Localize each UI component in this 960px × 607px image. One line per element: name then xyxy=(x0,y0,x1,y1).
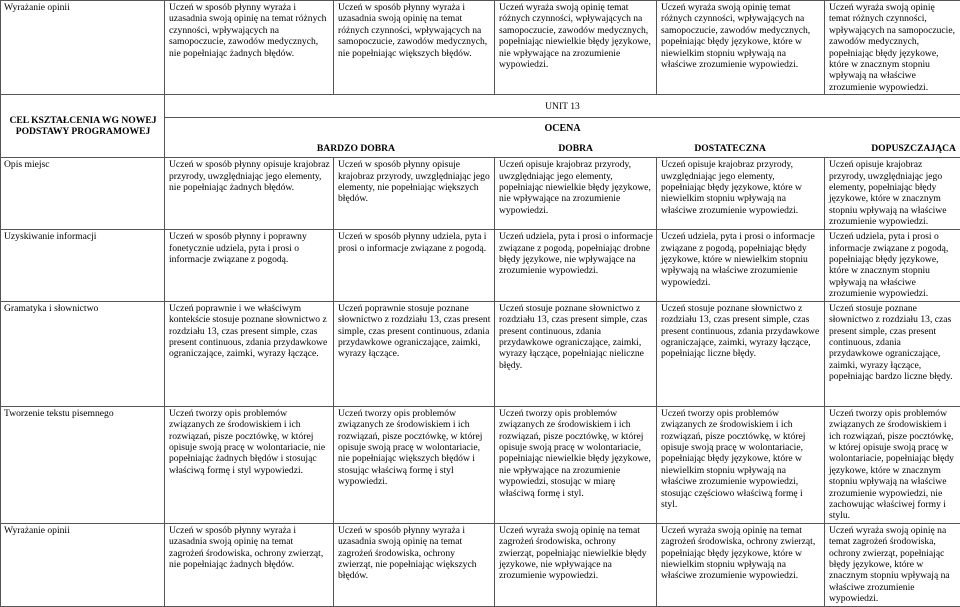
criteria-cell: Uczeń udziela, pyta i prosi o informacje związane z pogodą, popełniając drobne błędy językowe, nie wpływające na zrozumienie wypowiedzi. xyxy=(495,230,657,301)
criteria-cell: Uczeń wyraża swoją opinię na temat zagrożeń środowiska, ochrony zwierząt, popełniając niewielkie błędy językowe, nie wpływające na zrozumienie wypowiedzi. xyxy=(495,523,657,606)
criteria-cell: Uczeń stosuje poznane słownictwo z rozdziału 13, czas present simple, czas present continuous, zdania przydawkowe ograniczające, zaimki, wyrazy łączące, popełniając nieliczne błędy. xyxy=(495,301,657,406)
criteria-cell: Uczeń w sposób płynny wyraża i uzasadnia swoją opinię na temat zagrożeń środowiska, ochrony zwierząt, nie popełniając większych błędów. xyxy=(334,523,495,606)
criteria-cell: Uczeń tworzy opis problemów związanych ze środowiskiem i ich rozwiązań, pisze pocztówkę, w której opisuje swoją pracę w wolontariacie, popełniając błędy językowe, które w znacznym stopniu wpływają na właściwe zrozumienie wypowiedzi, nie zachowując właściwej formy i stylu. xyxy=(825,406,960,523)
criteria-cell: Uczeń wyraża swoją opinię temat różnych czynności, wpływających na samopoczucie, zawodów medycznych, popełniając błędy językowe, które w niewielkim stopniu wpływają na właściwe zrozumienie wypowiedzi. xyxy=(657,1,825,95)
criteria-cell: Uczeń w sposób płynny i poprawny fonetycznie udziela, pyta i prosi o informacje związane z pogodą. xyxy=(165,230,334,301)
criteria-row xyxy=(1,406,960,523)
grades-bar xyxy=(165,140,960,158)
criteria-cell: Uczeń w sposób płynny opisuje krajobraz przyrody, uwzględniając jego elementy, nie popełniając żadnych błędów. xyxy=(165,158,334,230)
criteria-cell: Uczeń tworzy opis problemów związanych ze środowiskiem i ich rozwiązań, pisze pocztówkę, w której opisuje swoją pracę w wolontariacie, nie popełniając żadnych błędów i stosując właściwą formę i styl wypowiedzi. xyxy=(165,406,334,523)
criteria-cell: Uczeń opisuje krajobraz przyrody, uwzględniając jego elementy, popełniając niewielkie błędy językowe, nie wpływające na zrozumienie wypowiedzi. xyxy=(495,158,657,230)
ocena-title: OCENA xyxy=(165,118,960,140)
grade-dobra: DOBRA xyxy=(395,143,593,154)
criteria-cell: Uczeń wyraża swoją opinię temat różnych czynności, wpływających na samopoczucie, zawodów medycznych, popełniając błędy językowe, które w znacznym stopniu wpływają na właściwe zrozumienie wypowiedzi. xyxy=(825,1,960,95)
criteria-row xyxy=(1,301,960,406)
criteria-cell: Uczeń stosuje poznane słownictwo z rozdziału 13, czas present simple, czas present continuous, zdania przydawkowe ograniczające, zaimki, wyrazy łączące, popełniając liczne błędy. xyxy=(657,301,825,406)
criteria-row xyxy=(1,158,960,230)
row-label: Wyrażanie opinii xyxy=(1,523,165,606)
goal-header: CEL KSZTAŁCENIA WG NOWEJ PODSTAWY PROGRAMOWEJ xyxy=(1,95,165,158)
grade-dostateczna: DOSTATECZNA xyxy=(593,143,766,154)
unit-title: UNIT 13 xyxy=(165,95,960,118)
criteria-cell: Uczeń opisuje krajobraz przyrody, uwzględniając jego elementy, popełniając błędy językowe, które w niewielkim stopniu wpływają na właściwe zrozumienie wypowiedzi. xyxy=(657,158,825,230)
criteria-cell: Uczeń poprawnie stosuje poznane słownictwo z rozdziału 13, czas present simple, czas present continuous, zdania przydawkowe ograniczające, zaimki, wyrazy łączące. xyxy=(334,301,495,406)
criteria-cell: Uczeń w sposób płynny wyraża i uzasadnia swoją opinię na temat różnych czynności, wpływających na samopoczucie, zawodów medycznych, nie popełniając większych błędów. xyxy=(334,1,495,95)
criteria-cell: Uczeń wyraża swoją opinię na temat zagrożeń środowiska, ochrony zwierząt, popełniając błędy językowe, które w znacznym stopniu wpływają na właściwe zrozumienie wypowiedzi. xyxy=(825,523,960,606)
criteria-cell: Uczeń udziela, pyta i prosi o informacje związane z pogodą, popełniając błędy językowe, które w znacznym stopniu wpływają na właściwe zrozumienie wypowiedzi. xyxy=(825,230,960,301)
criteria-cell: Uczeń w sposób płynny wyraża i uzasadnia swoją opinię na temat różnych czynności, wpływających na samopoczucie, zawodów medycznych, nie popełniając żadnych błędów. xyxy=(165,1,334,95)
criteria-row xyxy=(1,523,960,606)
criteria-cell: Uczeń opisuje krajobraz przyrody, uwzględniając jego elementy, popełniając błędy językowe, które w znacznym stopniu wpływają na właściwe zrozumienie wypowiedzi. xyxy=(825,158,960,230)
criteria-cell: Uczeń tworzy opis problemów związanych ze środowiskiem i ich rozwiązań, pisze pocztówkę, w której opisuje swoją pracę w wolontariacie, nie popełniając większych błędów i stosując właściwą formę i styl wypowiedzi. xyxy=(334,406,495,523)
criteria-row xyxy=(1,230,960,301)
criteria-cell: Uczeń w sposób płynny udziela, pyta i prosi o informacje związane z pogodą. xyxy=(334,230,495,301)
row-label: Wyrażanie opinii xyxy=(1,1,165,95)
grade-dopuszczajaca: DOPUSZCZAJĄCA xyxy=(766,143,956,154)
criteria-cell: Uczeń udziela, pyta i prosi o informacje związane z pogodą, popełniając błędy językowe, które w niewielkim stopniu wpływają na właściwe zrozumienie wypowiedzi. xyxy=(657,230,825,301)
criteria-cell: Uczeń w sposób płynny opisuje krajobraz przyrody, uwzględniając jego elementy, nie popełniając większych błędów. xyxy=(334,158,495,230)
row-label: Uzyskiwanie informacji xyxy=(1,230,165,301)
row-label: Opis miejsc xyxy=(1,158,165,230)
grade-bardzo-dobra: BARDZO DOBRA xyxy=(165,143,395,154)
row-label: Tworzenie tekstu pisemnego xyxy=(1,406,165,523)
criteria-cell: Uczeń stosuje poznane słownictwo z rozdziału 13, czas present simple, czas present continuous, zdania przydawkowe ograniczające, zaimki, wyrazy łączące, popełniając bardzo liczne błędy. xyxy=(825,301,960,406)
criteria-cell: Uczeń wyraża swoją opinię temat różnych czynności, wpływających na samopoczucie, zawodów medycznych, popełniając niewielkie błędy językowe, nie wpływające na zrozumienie wypowiedzi. xyxy=(495,1,657,95)
criteria-cell: Uczeń poprawnie i we właściwym kontekście stosuje poznane słownictwo z rozdziału 13, czas present simple, czas present continuous, zdania przydawkowe ograniczające, zaimki, wyrazy łączące. xyxy=(165,301,334,406)
criteria-cell: Uczeń tworzy opis problemów związanych ze środowiskiem i ich rozwiązań, pisze pocztówkę, w której opisuje swoją pracę w wolontariacie, popełniając niewielkie błędy językowe, nie wpływające na zrozumienie wypowiedzi, stosując w miarę właściwą formę i styl. xyxy=(495,406,657,523)
row-label: Gramatyka i słownictwo xyxy=(1,301,165,406)
criteria-cell: Uczeń wyraża swoją opinię na temat zagrożeń środowiska, ochrony zwierząt, popełniając błędy językowe, które w niewielkim stopniu wpływają na właściwe zrozumienie wypowiedzi. xyxy=(657,523,825,606)
criteria-cell: Uczeń tworzy opis problemów związanych ze środowiskiem i ich rozwiązań, pisze pocztówkę, w której opisuje swoją pracę w wolontariacie, popełniając błędy językowe, które w niewielkim stopniu wpływają na właściwe zrozumienie wypowiedzi, stosując częściowo właściwą formę i styl. xyxy=(657,406,825,523)
criteria-row-top xyxy=(1,1,960,95)
header-unit-row xyxy=(1,95,960,118)
criteria-cell: Uczeń w sposób płynny wyraża i uzasadnia swoją opinię na temat zagrożeń środowiska, ochrony zwierząt, nie popełniając żadnych błędów. xyxy=(165,523,334,606)
